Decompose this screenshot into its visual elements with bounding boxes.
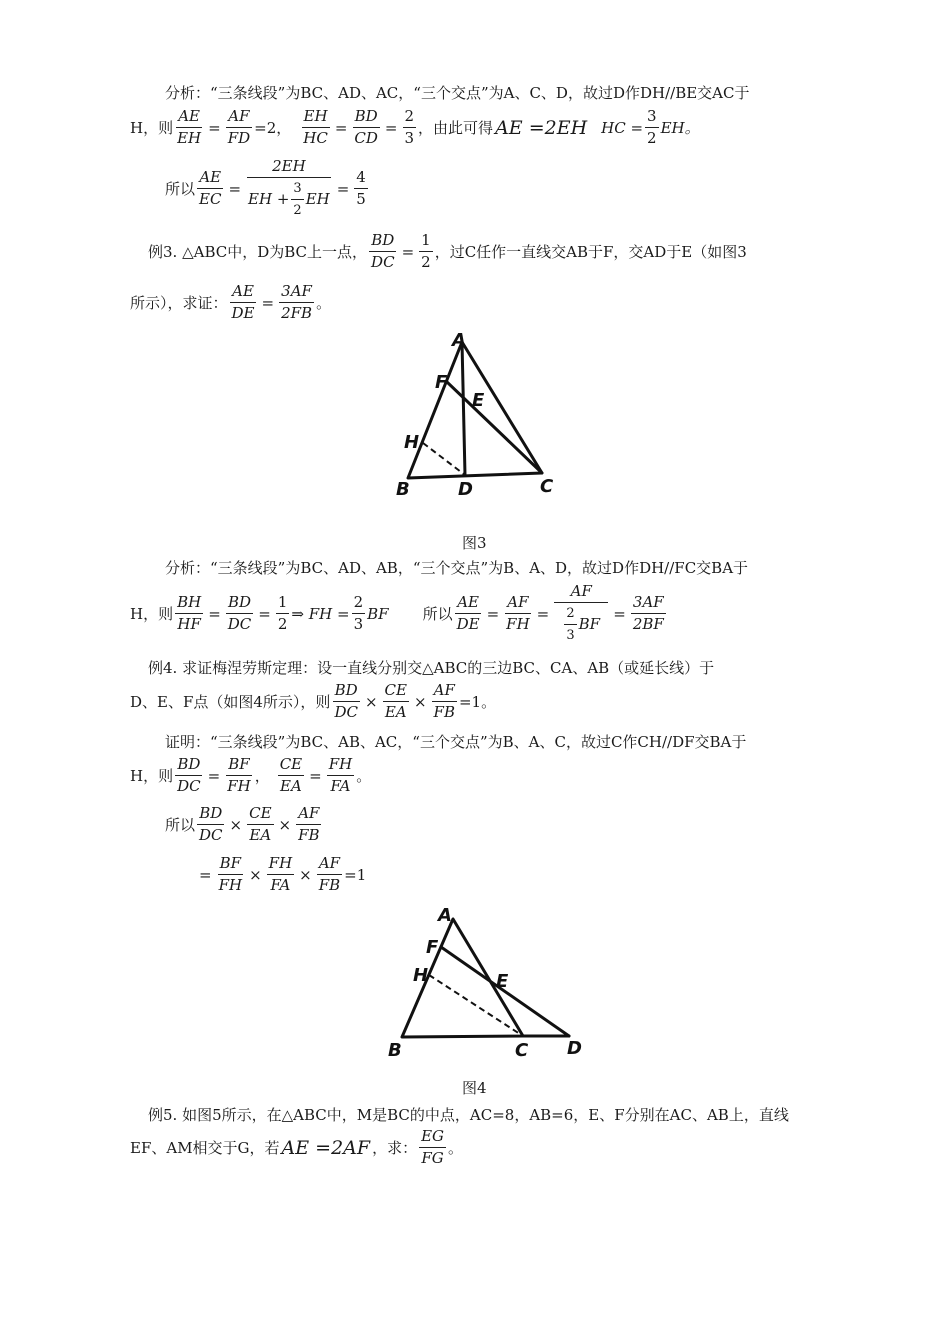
text: =2， (254, 119, 292, 137)
text: 。 (316, 294, 332, 312)
label-h: H (404, 432, 420, 453)
fraction: $\frac{BF}{FH}$ (218, 854, 243, 894)
fraction: $\frac{BF}{FH}$ (227, 755, 251, 795)
equation: HC = (601, 118, 644, 137)
analysis-1-conclusion: 所以 $\frac{AE}{EC}$ = 2EH EH + $\frac{3}{2}$ EH = $\frac{4}{5}$ (165, 157, 366, 218)
example-3-line1: 例3. △ABC中，D为BC上一点， $\frac{BD}{DC}$ = $\frac{1}{2}$ ，过C任作一直线交AB于F，交AD于E（如图3 (148, 231, 747, 271)
proof-4-line1: 证明：“三条线段”为BC、AB、AC，“三个交点”为B、A、C，故过C作CH//DF交BA于 (165, 733, 747, 751)
fraction: $\frac{BH}{HF}$ (177, 593, 202, 633)
label-e: E (496, 971, 509, 992)
fraction: $\frac{3}{2}$ (647, 107, 657, 147)
fraction: $\frac{BD}{DC}$ (199, 804, 223, 844)
text: D、E、F点（如图4所示），则 (130, 693, 331, 711)
text: 例3. △ABC中，D为BC上一点， (148, 243, 368, 261)
example-5-line1: 例5. 如图5所示，在△ABC中，M是BC的中点，AC=8，AB=6，E、F分别在AC、AB上，直线 (148, 1106, 789, 1124)
label-h: H (413, 965, 429, 986)
text: 。 (448, 1139, 464, 1157)
fraction: $\frac{FH}{FA}$ (328, 755, 353, 795)
fraction: $\frac{AE}{DE}$ (456, 593, 480, 633)
proof-4-result-line: = $\frac{BF}{FH}$ × $\frac{FH}{FA}$ × $\frac{AF}{FB}$ =1 (199, 854, 367, 894)
fraction: $\frac{BD}{DC}$ (227, 593, 252, 633)
fraction: $\frac{2}{3}$ (353, 593, 364, 633)
figure-3-caption: 图3 (462, 534, 487, 552)
fraction: $\frac{3AF}{2BF}$ (632, 593, 664, 633)
label-d: D (567, 1038, 582, 1059)
fraction: 2EH EH + $\frac{3}{2}$ EH (248, 157, 330, 218)
fraction: $\frac{AE}{EH}$ (177, 107, 202, 147)
fraction: $\frac{BD}{CD}$ (354, 107, 378, 147)
label-d: D (458, 479, 473, 500)
text-so: 所以 (422, 605, 453, 623)
fraction: $\frac{1}{2}$ (421, 231, 431, 271)
proof-4-line2: H，则 $\frac{BD}{DC}$ = $\frac{BF}{FH}$ ， $\frac{CE}{EA}$ = $\frac{FH}{FA}$ 。 (130, 755, 372, 795)
label-c: C (515, 1040, 529, 1061)
fraction: $\frac{AF}{FB}$ (433, 681, 455, 721)
fraction: $\frac{AE}{EC}$ (199, 168, 222, 208)
text: H，则 (130, 605, 174, 623)
analysis-1-line2: H，则 $\frac{AE}{EH}$ = $\frac{AF}{FD}$ =2， $\frac{EH}{HC}$ = $\frac{BD}{CD}$ = $\frac{2}{3}$ ，由此可得 AE =2EH HC = $\frac{3}{2}$ EH。 (130, 107, 700, 147)
label-a: A (452, 330, 466, 351)
proof-4-so-line: 所以 $\frac{BD}{DC}$ × $\frac{CE}{EA}$ × $\frac{AF}{FB}$ (165, 804, 320, 844)
label-f: F (435, 372, 448, 393)
text: ， (254, 767, 270, 785)
text: 。 (356, 767, 372, 785)
fraction: $\frac{4}{5}$ (356, 168, 366, 208)
text: EF、AM相交于G，若 (130, 1139, 280, 1157)
label-e: E (472, 390, 485, 411)
equation: AE =2AF (281, 1136, 371, 1159)
example-4-line2: D、E、F点（如图4所示），则 $\frac{BD}{DC}$ × $\frac{CE}{EA}$ × $\frac{AF}{FB}$ =1。 (130, 681, 497, 721)
figure-4-caption: 图4 (462, 1079, 487, 1097)
analysis-3-line1: 分析：“三条线段”为BC、AD、AB，“三个交点”为B、A、D，故过D作DH//FC交BA于 (165, 559, 749, 577)
fraction: $\frac{CE}{EA}$ (384, 681, 407, 721)
label-b: B (388, 1040, 402, 1061)
fraction: $\frac{AF}{FB}$ (318, 854, 341, 894)
fraction: $\frac{EH}{HC}$ (303, 107, 328, 147)
text-then: H，则 (130, 119, 174, 137)
fraction: $\frac{FH}{FA}$ (268, 854, 293, 894)
text: H，则 (130, 767, 174, 785)
fraction: $\frac{2}{3}$ (404, 107, 415, 147)
text: BF (367, 604, 389, 623)
text: =1。 (458, 693, 497, 711)
text: ⇒ FH = (291, 604, 350, 623)
fraction: $\frac{EG}{FG}$ (421, 1127, 445, 1167)
label-a: A (438, 905, 452, 926)
text: EH。 (660, 119, 700, 137)
text: ，由此可得 (418, 119, 494, 137)
label-b: B (396, 479, 410, 500)
dashed-dh (423, 443, 465, 475)
text-so: 所以 (165, 816, 196, 834)
fraction: $\frac{BD}{DC}$ (334, 681, 358, 721)
figure-3-diagram (390, 330, 570, 500)
equation: AE =2EH (495, 116, 588, 139)
fraction: $\frac{1}{2}$ (277, 593, 288, 633)
text: ，求： (372, 1139, 418, 1157)
dashed-ch (429, 975, 523, 1036)
text: ，过C任作一直线交AB于F，交AD于E（如图3 (434, 243, 747, 261)
label-c: C (540, 476, 554, 497)
fraction: $\frac{BD}{DC}$ (371, 231, 395, 271)
figure-4-diagram (380, 905, 595, 1065)
segment-ad (462, 342, 465, 475)
analysis-1-line1: 分析：“三条线段”为BC、AD、AC，“三个交点”为A、C、D，故过D作DH//BE交AC于 (165, 84, 750, 102)
fraction: $\frac{AF}{FH}$ (506, 593, 530, 633)
text: =1 (344, 865, 367, 884)
fraction: $\frac{AF}{FD}$ (227, 107, 251, 147)
text: 所示），求证： (130, 294, 228, 312)
example-3-line2: 所示），求证： $\frac{AE}{DE}$ = $\frac{3AF}{2FB}$ 。 (130, 282, 332, 322)
analysis-3-line2: H，则 $\frac{BH}{HF}$ = $\frac{BD}{DC}$ = $\frac{1}{2}$ ⇒ FH = $\frac{2}{3}$ BF 所以 $\frac{AE}{DE}$ = $\frac{AF}{FH}$ = AF $\frac{2}{3}$ BF = $\frac{3AF}{2BF}$ (130, 582, 664, 643)
example-5-line2 (130, 1128, 463, 1167)
label-f: F (426, 937, 439, 958)
fraction: AF $\frac{2}{3}$ BF (554, 583, 608, 644)
text-so: 所以 (165, 180, 196, 198)
example-4-line1: 例4. 求证梅涅劳斯定理：设一直线分别交△ABC的三边BC、CA、AB（或延长线）于 (148, 659, 715, 677)
fraction: $\frac{3AF}{2FB}$ (281, 282, 313, 322)
fraction: $\frac{BD}{DC}$ (177, 755, 201, 795)
fraction: $\frac{AF}{FB}$ (298, 804, 320, 844)
fraction: $\frac{AE}{DE}$ (231, 282, 255, 322)
fraction: $\frac{CE}{EA}$ (249, 804, 272, 844)
fraction: $\frac{CE}{EA}$ (279, 755, 303, 795)
